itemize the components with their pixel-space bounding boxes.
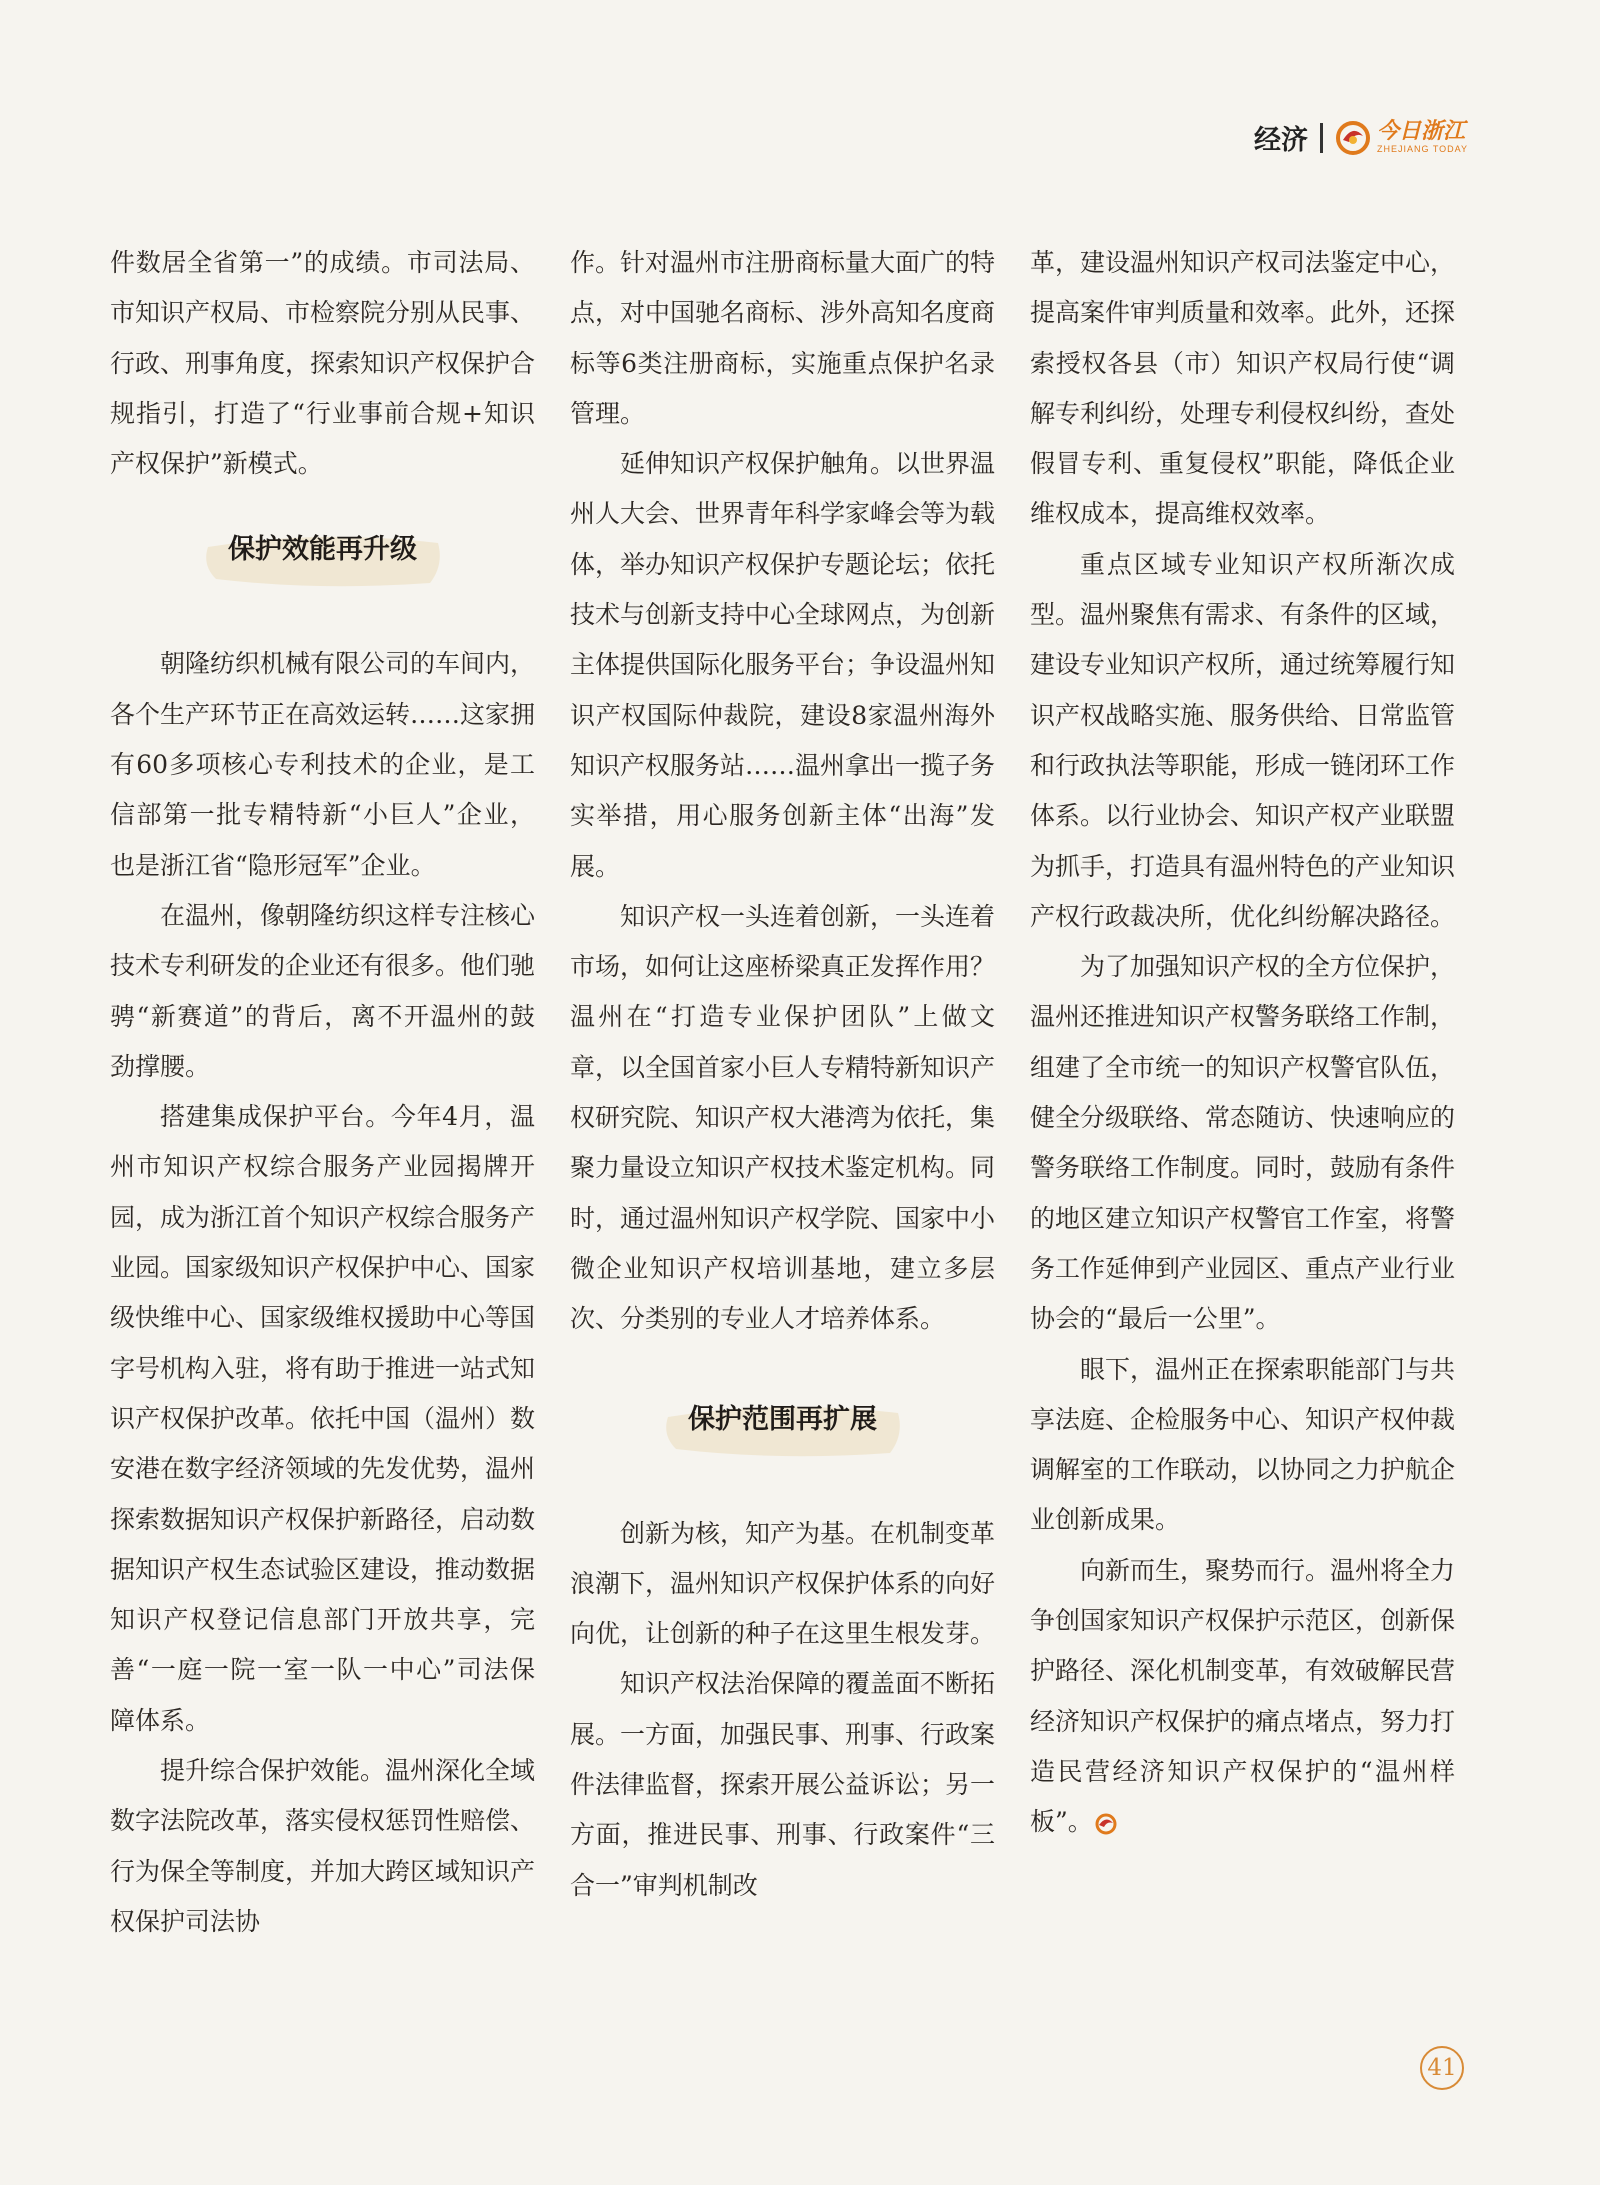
paragraph: 提升综合保护效能。温州深化全域数字法院改革，落实侵权惩罚性赔偿、行为保全等制度，并加大跨区域知识产权保护司法协 — [110, 1756, 536, 1936]
column-2 — [570, 238, 995, 1911]
paragraph: 为了加强知识产权的全方位保护，温州还推进知识产权警务联络工作制，组建了全市统一的知识产权警官队伍，健全分级联络、常态随访、快速响应的警务联络工作制度。同时，鼓励有条件的地区建立知识产权警官工作室，将警务工作延伸到产业园区、重点产业行业协会的“最后一公里”。 — [1030, 952, 1456, 1334]
article-body — [110, 238, 1490, 1998]
paragraph: 搭建集成保护平台。今年4月，温州市知识产权综合服务产业园揭牌开园，成为浙江首个知识产权综合服务产业园。国家级知识产权保护中心、国家级快维中心、国家级维权援助中心等国字号机构入驻，将有助于推进一站式知识产权保护改革。依托中国（温州）数安港在数字经济领域的先发优势，温州探索数据知识产权保护新路径，启动数据知识产权生态试验区建设，推动数据知识产权登记信息部门开放共享，完善“一庭一院一室一队一中心”司法保障体系。 — [110, 1102, 536, 1735]
paragraph: 革，建设温州知识产权司法鉴定中心，提高案件审判质量和效率。此外，还探索授权各县（市）知识产权局行使“调解专利纠纷，处理专利侵权纠纷，查处假冒专利、重复侵权”职能，降低企业维权成本，提高维权效率。 — [1030, 248, 1456, 529]
final-paragraph-text: 向新而生，聚势而行。温州将全力争创国家知识产权保护示范区，创新保护路径、深化机制变革，有效破解民营经济知识产权保护的痛点堵点，努力打造民营经济知识产权保护的“温州样板”。 — [1030, 1555, 1456, 1837]
paragraph: 重点区域专业知识产权所渐次成型。温州聚焦有需求、有条件的区域，建设专业知识产权所，通过统筹履行知识产权战略实施、服务供给、日常监管和行政执法等职能，形成一链闭环工作体系。以行业协会、知识产权产业联盟为抓手，打造具有温州特色的产业知识产权行政裁决所，优化纠纷解决路径。 — [1030, 549, 1456, 931]
final-paragraph — [1030, 1546, 1455, 1848]
paragraph: 创新为核，知产为基。在机制变革浪潮下，温州知识产权保护体系的向好向优，让创新的种子在这里生根发芽。 — [570, 1518, 996, 1649]
column-1 — [110, 238, 535, 1947]
logo-subtitle: ZHEJIANG TODAY — [1376, 144, 1468, 154]
paragraph: 知识产权法治保障的覆盖面不断拓展。一方面，加强民事、刑事、行政案件法律监督，探索开展公益诉讼；另一方面，推进民事、刑事、行政案件“三合一”审判机制改 — [570, 1669, 996, 1900]
section-heading — [110, 525, 535, 575]
paragraph: 知识产权一头连着创新，一头连着市场，如何让这座桥梁真正发挥作用？温州在“打造专业保护团队”上做文章，以全国首家小巨人专精特新知识产权研究院、知识产权大港湾为依托，集聚力量设立知识产权技术鉴定机构。同时，通过温州知识产权学院、国家中小微企业知识产权培训基地，建立多层次、分类别的专业人才培养体系。 — [570, 901, 996, 1334]
section-heading — [570, 1395, 995, 1445]
paragraph: 件数居全省第一”的成绩。市司法局、市知识产权局、市检察院分别从民事、行政、刑事角度，探索知识产权保护合规指引，打造了“行业事前合规+知识产权保护”新模式。 — [110, 248, 536, 479]
page-number: 41 — [1420, 2046, 1464, 2090]
article-end-icon — [1095, 1813, 1117, 1835]
paragraph: 眼下，温州正在探索职能部门与共享法庭、企检服务中心、知识产权仲裁调解室的工作联动，以协同之力护航企业创新成果。 — [1030, 1354, 1456, 1535]
paragraph: 在温州，像朝隆纺织这样专注核心技术专利研发的企业还有很多。他们驰骋“新赛道”的背后，离不开温州的鼓劲撑腰。 — [110, 900, 536, 1081]
magazine-logo — [1335, 120, 1468, 156]
section-heading-label: 保护效能再升级 — [228, 534, 417, 566]
header-divider — [1320, 123, 1323, 153]
column-3 — [1030, 238, 1455, 1848]
section-heading-label: 保护范围再扩展 — [688, 1403, 877, 1435]
paragraph: 延伸知识产权保护触角。以世界温州人大会、世界青年科学家峰会等为载体，举办知识产权保护专题论坛；依托技术与创新支持中心全球网点，为创新主体提供国际化服务平台；争设温州知识产权国际仲裁院，建设8家温州海外知识产权服务站……温州拿出一揽子务实举措，用心服务创新主体“出海”发展。 — [570, 449, 996, 881]
paragraph: 作。针对温州市注册商标量大面广的特点，对中国驰名商标、涉外高知名度商标等6类注册商标，实施重点保护名录管理。 — [570, 248, 996, 428]
logo-swirl-icon — [1335, 120, 1371, 156]
page-header — [1254, 118, 1468, 157]
paragraph: 朝隆纺织机械有限公司的车间内，各个生产环节正在高效运转……这家拥有60多项核心专利技术的企业，是工信部第一批专精特新“小巨人”企业，也是浙江省“隐形冠军”企业。 — [110, 649, 536, 880]
section-label: 经济 — [1253, 125, 1308, 156]
logo-title: 今日浙江 — [1376, 119, 1465, 144]
